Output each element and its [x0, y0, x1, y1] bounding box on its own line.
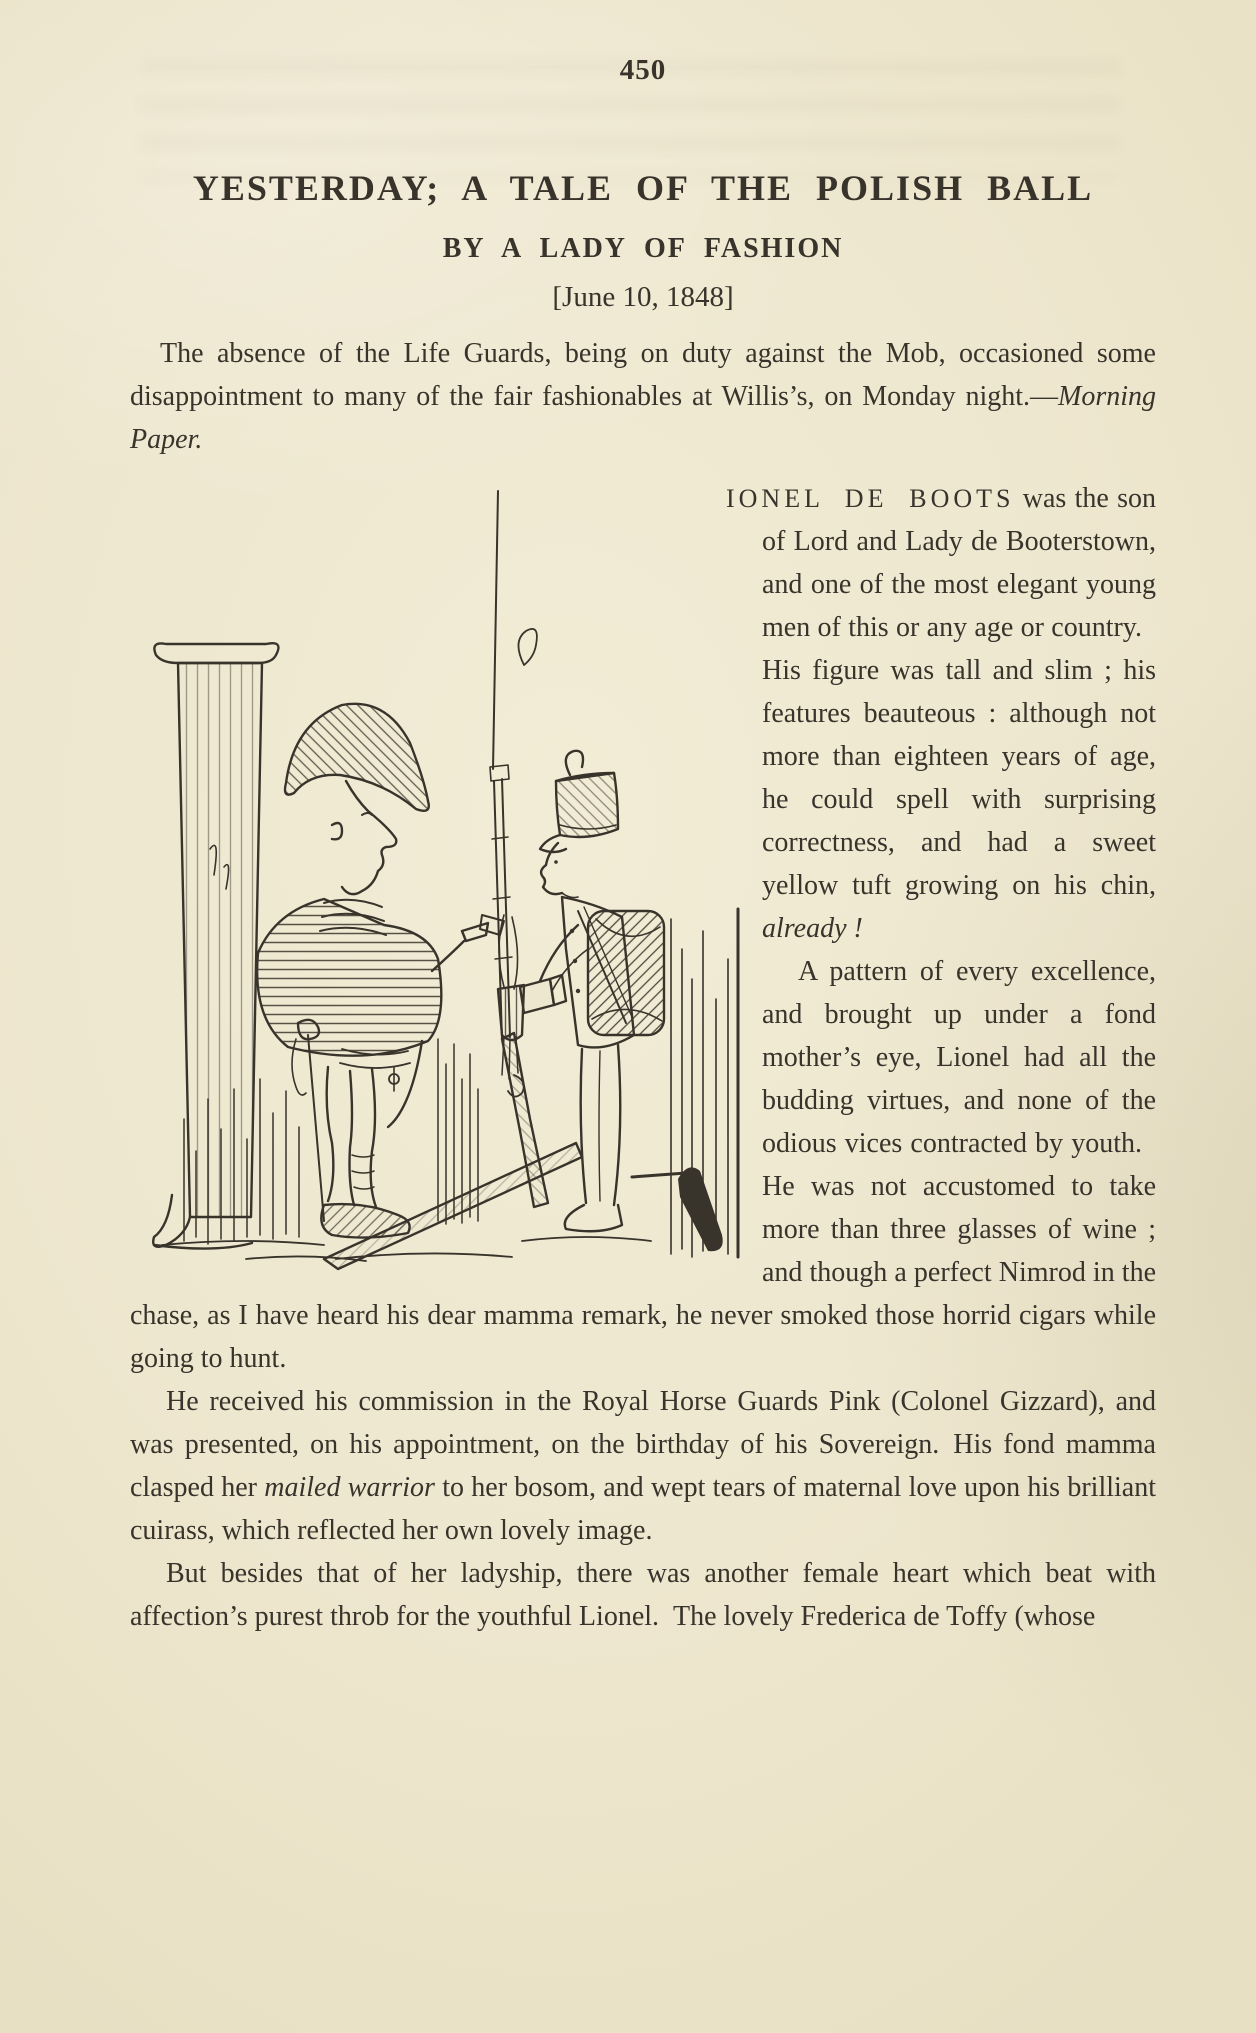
article-title: YESTERDAY; A TALE OF THE POLISH BALL — [192, 168, 1094, 208]
text-run: A pattern of every excellence, and brought up under a fond mother’s eye, Lionel had all the budding virtues, and none of the odious vices contracted by youth. He was not accustomed to take more than three glasses of wine ; and though a perfect Nimrod in the chase, as I have heard his dear mamma remark, he never smoked those horrid cigars while going to hunt. — [130, 956, 1156, 1374]
text-run: was the son of Lord and Lady de Booterstown, and one of the most elegant young men of this or any age or country. His figure was tall and slim ; his features beauteous : although not more than eighteen years of age, he could spell with surprising correctness, and had a sweet yellow tuft growing on his chin, — [762, 483, 1156, 901]
paragraph — [130, 1380, 1156, 1552]
italic-text: already ! — [762, 913, 863, 944]
text-run: He received his commission in the Royal Horse Guards Pink (Colonel Gizzard), and was presented, on his appointment, on the birthday of his Sovereign. His fond mamma clasped her — [130, 1386, 1156, 1503]
article-dateline: [June 10, 1848] — [552, 281, 734, 313]
text-run: But besides that of her ladyship, there was another female heart which beat with affection’s purest throb for the youthful Lionel. The lovely Frederica de Toffy (whose — [130, 1558, 1156, 1632]
article-body — [130, 477, 1156, 1638]
page-number: 450 — [619, 54, 667, 86]
smallcaps-text: IONEL DE BOOTS — [726, 484, 1015, 513]
epigraph — [130, 332, 1156, 461]
paragraph — [130, 1552, 1156, 1638]
italic-text: mailed warrior — [264, 1472, 435, 1503]
article-byline: BY A LADY OF FASHION — [442, 233, 844, 264]
text-run: to her bosom, and wept tears of maternal love upon his brilliant cuirass, which reflected her own lovely image. — [130, 1472, 1157, 1546]
initial-letter-L-illustration — [126, 479, 746, 1274]
text-block — [130, 0, 1156, 1638]
italic-text: Morning Paper. — [130, 381, 1156, 455]
text-run: The absence of the Life Guards, being on duty against the Mob, occasioned some disappointment to many of the fair fashionables at Willis’s, on Monday night.— — [130, 338, 1156, 412]
